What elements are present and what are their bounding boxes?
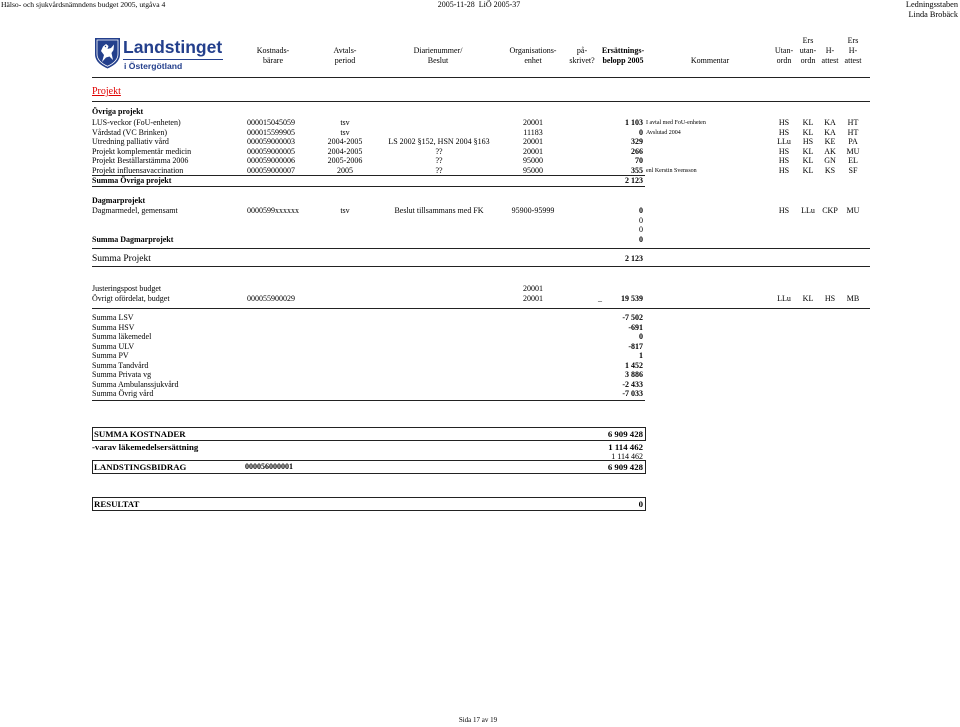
row-label: Utredning palliativ vård <box>92 137 169 146</box>
page-number: Sida 17 av 19 <box>458 716 498 724</box>
result-label: RESULTAT <box>94 499 140 509</box>
header-line: belopp 2005 <box>602 56 644 65</box>
header-line: period <box>334 56 356 65</box>
total-costs-value: 6 909 428 <box>607 429 643 439</box>
comment: I avtal med FoU-enheten <box>646 120 706 126</box>
diary-number: Beslut tillsammans med FK <box>394 206 484 215</box>
disbursement-approver: HS <box>778 146 790 156</box>
deputy-disbursement-approver: KL <box>802 294 814 303</box>
cost-bearer: 000015045059 <box>247 118 295 127</box>
org-unit: 95900-95999 <box>511 206 555 215</box>
row-label: Summa Ambulanssjukvård <box>92 379 179 389</box>
amount: 1 <box>639 351 643 360</box>
date-reference: 2005-11-28 LiÖ 2005-37 <box>437 0 521 9</box>
department: Ledningsstaben <box>905 0 958 9</box>
author: Linda Brobäck <box>908 10 958 19</box>
cost-bearer: 000015599905 <box>247 127 295 137</box>
amount: 1 103 <box>625 118 643 127</box>
group-sum-label: Summa Övriga projekt <box>92 176 172 185</box>
deputy-disbursement-approver: KL <box>802 118 814 127</box>
header-line: Diarienummer/ <box>413 46 463 55</box>
header-line: bärare <box>263 56 283 65</box>
header-line: Ersättnings- <box>601 46 645 55</box>
amount: -7 502 <box>622 313 643 322</box>
section-title: Projekt <box>92 86 121 97</box>
cost-bearer: 000059000006 <box>247 156 295 165</box>
group-title: Dagmarprojekt <box>92 196 146 205</box>
divider <box>92 308 870 309</box>
header-line: Beslut <box>427 56 449 65</box>
h-attest: KE <box>824 137 836 146</box>
header-line: Avtals- <box>333 46 357 55</box>
deputy-disbursement-approver: KL <box>802 165 814 175</box>
header-line: Ers <box>847 36 859 45</box>
header-line: på- <box>576 46 588 55</box>
amount: 3 886 <box>625 370 643 379</box>
cost-bearer: 000059000007 <box>247 165 295 175</box>
county-grant-value: 6 909 428 <box>607 462 643 472</box>
diary-number: LS 2002 §152, HSN 2004 §163 <box>388 137 490 146</box>
agreement-period: tsv <box>340 127 350 137</box>
deputy-h-attest: PA <box>848 137 858 146</box>
h-attest: CKP <box>822 206 838 215</box>
signed-flag: _ <box>598 294 602 303</box>
header-line: ordn <box>800 56 816 65</box>
amount: -7 033 <box>622 389 643 398</box>
row-label: Projekt komplementär medicin <box>92 146 192 156</box>
comment: Avslutad 2004 <box>646 129 681 136</box>
logo-region: i Östergötland <box>124 61 183 71</box>
disbursement-approver: HS <box>778 206 790 215</box>
divider <box>92 400 645 401</box>
total-box <box>92 497 646 511</box>
h-attest: GN <box>824 156 836 165</box>
header-line: enhet <box>524 56 542 65</box>
section-sum-value: 2 123 <box>625 254 643 263</box>
amount: 0 <box>639 127 643 137</box>
deputy-h-attest: HT <box>847 127 859 137</box>
amount: -2 433 <box>622 379 643 389</box>
cost-bearer: 000055900029 <box>247 294 295 303</box>
header-line: skrivet? <box>569 56 595 65</box>
amount: -817 <box>628 341 643 351</box>
amount: -691 <box>628 322 643 332</box>
total-costs-label: SUMMA KOSTNADER <box>94 429 186 439</box>
diary-number: ?? <box>435 165 443 175</box>
header-line: utan- <box>799 46 817 55</box>
document-title: Hälso- och sjukvårdsnämndens budget 2005, utgåva 4 <box>1 0 166 9</box>
amount: 266 <box>631 146 643 156</box>
deputy-h-attest: MU <box>846 206 860 215</box>
h-attest: HS <box>824 294 836 303</box>
header-line: attest <box>821 56 839 65</box>
logo-name: Landstinget <box>123 37 223 57</box>
drug-compensation-repeat: 1 114 462 <box>611 452 643 461</box>
header-line: Kostnads- <box>256 46 290 55</box>
row-label: Projekt influensavaccination <box>92 165 184 175</box>
group-sum-label: Summa Dagmarprojekt <box>92 235 174 244</box>
row-label: Övrigt ofördelat, budget <box>92 294 170 303</box>
h-attest: AK <box>824 146 836 156</box>
amount: 329 <box>631 137 643 146</box>
row-label: Projekt Beställarstämma 2006 <box>92 156 189 165</box>
row-label: Summa läkemedel <box>92 332 152 341</box>
h-attest: KS <box>824 165 836 175</box>
org-unit: 20001 <box>523 294 543 303</box>
header-line: attest <box>844 56 862 65</box>
agreement-period: tsv <box>340 118 350 127</box>
cost-bearer: 000059000003 <box>247 137 295 146</box>
row-label: Summa LSV <box>92 313 134 322</box>
agreement-period: tsv <box>340 206 350 215</box>
header-line: H- <box>848 46 858 55</box>
agreement-period: 2005-2006 <box>327 156 363 165</box>
agreement-period: 2004-2005 <box>327 137 363 146</box>
cost-bearer: 000059000005 <box>247 146 295 156</box>
deputy-h-attest: EL <box>848 156 858 165</box>
agreement-period: 2005 <box>337 165 353 175</box>
deputy-disbursement-approver: KL <box>802 146 814 156</box>
disbursement-approver: HS <box>778 127 790 137</box>
deputy-h-attest: MB <box>846 294 860 303</box>
divider <box>92 248 870 249</box>
row-label: Vårdstad (VC Brinken) <box>92 127 168 137</box>
amount: 0 <box>639 225 643 234</box>
amount: 0 <box>639 332 643 341</box>
deputy-disbursement-approver: KL <box>802 127 814 137</box>
disbursement-approver: HS <box>778 165 790 175</box>
drug-compensation-value: 1 114 462 <box>608 442 643 452</box>
divider <box>92 266 870 267</box>
disbursement-approver: HS <box>778 118 790 127</box>
group-title: Övriga projekt <box>92 107 144 116</box>
divider <box>92 186 645 187</box>
org-unit: 20001 <box>523 284 543 293</box>
header-line: H- <box>825 46 835 55</box>
amount: 0 <box>639 215 643 225</box>
h-attest: KA <box>824 127 836 137</box>
row-label: Summa PV <box>92 351 129 360</box>
county-grant-code: 000056000001 <box>245 462 293 471</box>
divider <box>92 77 870 78</box>
comment: enl Kerstin Svensson <box>646 167 697 174</box>
disbursement-approver: HS <box>778 156 790 165</box>
county-grant-label: LANDSTINGSBIDRAG <box>94 462 187 472</box>
row-label: Justeringspost budget <box>92 284 162 293</box>
deputy-h-attest: HT <box>847 118 859 127</box>
header-line: Ers <box>802 36 814 45</box>
deputy-h-attest: MU <box>846 146 860 156</box>
agreement-period: 2004-2005 <box>327 146 363 156</box>
row-label: Dagmarmedel, gemensamt <box>92 206 178 215</box>
header-line: Kommentar <box>690 56 730 65</box>
org-unit: 20001 <box>523 118 543 127</box>
logo-rule <box>123 59 223 60</box>
org-unit: 20001 <box>523 146 543 156</box>
result-value: 0 <box>638 499 643 509</box>
diary-number: ?? <box>435 146 443 156</box>
diary-number: ?? <box>435 156 443 165</box>
header-line: ordn <box>776 56 792 65</box>
disbursement-approver: LLu <box>777 137 791 146</box>
h-attest: KA <box>824 118 836 127</box>
amount: 70 <box>635 156 643 165</box>
header-line: Organisations- <box>509 46 557 55</box>
row-label: Summa ULV <box>92 341 135 351</box>
deputy-disbursement-approver: LLu <box>801 206 815 215</box>
section-sum-label: Summa Projekt <box>92 254 151 264</box>
header-line: Utan- <box>774 46 794 55</box>
deputy-disbursement-approver: KL <box>802 156 814 165</box>
row-label: LUS-veckor (FoU-enheten) <box>92 118 181 127</box>
amount: 355 <box>631 165 643 175</box>
row-label: Summa Övrig vård <box>92 389 154 398</box>
amount: 0 <box>639 206 643 215</box>
crest-icon <box>94 37 121 69</box>
row-label: Summa Privata vg <box>92 370 152 379</box>
amount: 1 452 <box>625 360 643 370</box>
disbursement-approver: LLu <box>777 294 791 303</box>
org-unit: 95000 <box>523 156 543 165</box>
org-unit: 20001 <box>523 137 543 146</box>
org-unit: 11183 <box>523 127 543 137</box>
drug-compensation-label: -varav läkemedelsersättning <box>92 442 199 452</box>
divider <box>92 101 870 102</box>
group-sum-value: 0 <box>639 235 643 244</box>
row-label: Summa HSV <box>92 322 135 332</box>
deputy-disbursement-approver: HS <box>802 137 814 146</box>
deputy-h-attest: SF <box>848 165 858 175</box>
cost-bearer: 0000599xxxxxx <box>247 206 299 215</box>
row-label: Summa Tandvård <box>92 360 149 370</box>
amount: 19 539 <box>621 294 643 303</box>
org-unit: 95000 <box>523 165 543 175</box>
group-sum-value: 2 123 <box>625 176 643 185</box>
